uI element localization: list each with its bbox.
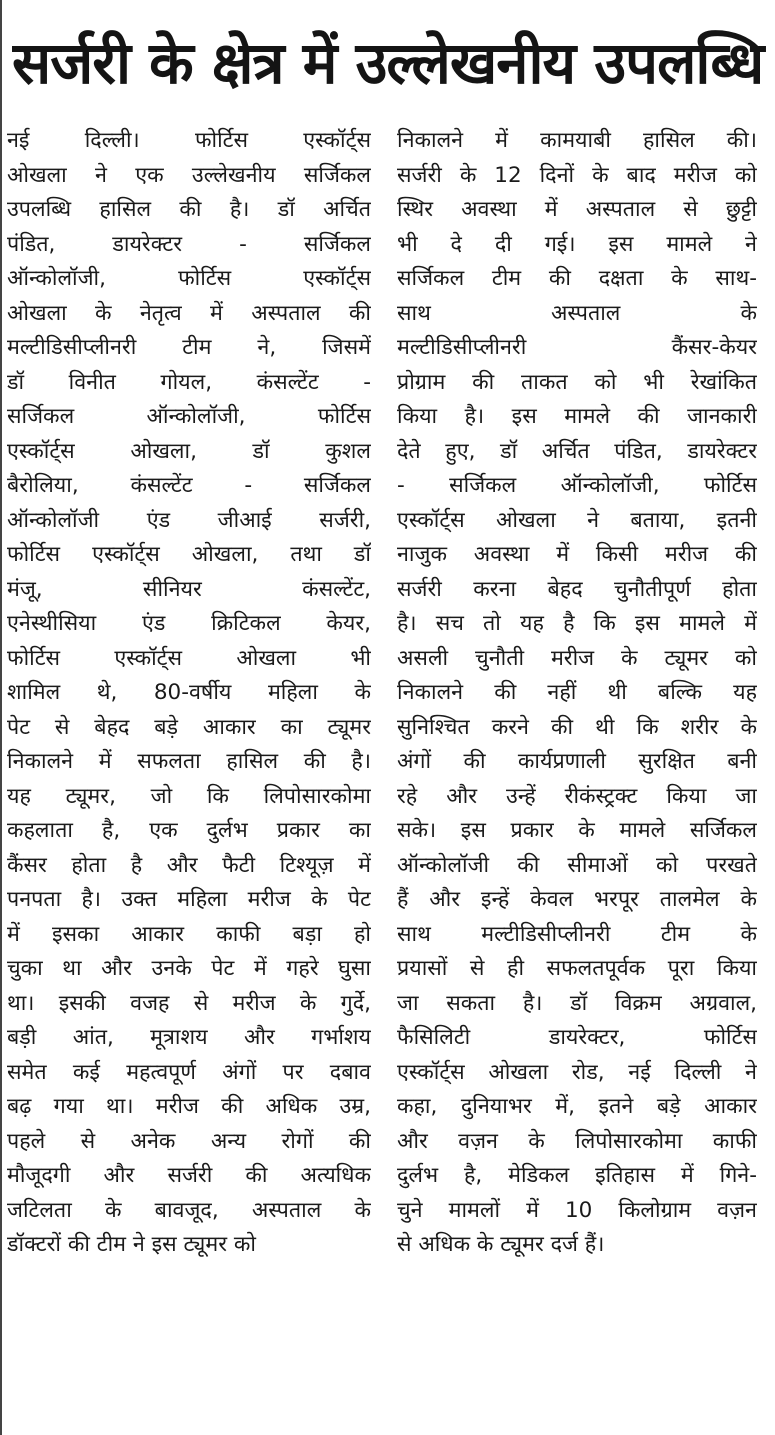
article-line: साथ मल्टीडिसीप्लीनरी टीम के [397, 921, 757, 947]
article-line: मंजू, सीनियर कंसल्टेंट, [7, 576, 371, 602]
article-line: साथ अस्पताल के [397, 300, 757, 326]
article-line: बैरोलिया, कंसल्टेंट - सर्जिकल [7, 473, 371, 498]
article-line: फोर्टिस एस्कॉर्ट्स ओखला भी [7, 645, 371, 671]
article-line: प्रोग्राम की ताकत को भी रेखांकित [397, 369, 757, 395]
article-line: मल्टीडिसीप्लीनरी कैंसर-केयर [397, 335, 757, 360]
article-line: कहलाता है, एक दुर्लभ प्रकार का [7, 818, 371, 843]
article-line: पेट से बेहद बड़े आकार का ट्यूमर [7, 714, 371, 740]
article-line: रहे और उन्हें रीकंस्ट्रक्ट किया जा [397, 783, 757, 809]
article-line: सर्जरी के 12 दिनों के बाद मरीज को [397, 162, 757, 188]
article-line: डॉ विनीत गोयल, कंसल्टेंट - [7, 369, 371, 395]
article-line: सर्जिकल ऑन्कोलॉजी, फोर्टिस [7, 404, 371, 429]
article-line: फोर्टिस एस्कॉर्ट्स ओखला, तथा डॉ [7, 542, 371, 567]
article-line: स्थिर अवस्था में अस्पताल से छुट्टी [397, 197, 757, 222]
article-line: हैं और इन्हें केवल भरपूर तालमेल के [397, 887, 757, 912]
article-line: देते हुए, डॉ अर्चित पंडित, डायरेक्टर [397, 438, 757, 464]
article-line: में इसका आकार काफी बड़ा हो [7, 921, 371, 947]
article-line: भी दे दी गई। इस मामले ने [397, 231, 757, 257]
article-line: उपलब्धि हासिल की है। डॉ अर्चित [7, 197, 371, 222]
article-line: एस्कॉर्ट्स ओखला, डॉ कुशल [7, 438, 371, 464]
article-line: सुनिश्चित करने की थी कि शरीर के [397, 714, 757, 740]
article-line: अंगों की कार्यप्रणाली सुरक्षित बनी [397, 749, 757, 774]
article-line: और वज़न के लिपोसारकोमा काफी [397, 1128, 757, 1154]
article-line: चुने मामलों में 10 किलोग्राम वज़न [397, 1197, 757, 1223]
article-line: कहा, दुनियाभर में, इतने बड़े आकार [397, 1094, 757, 1119]
article-line: डॉक्टरों की टीम ने इस ट्यूमर को [7, 1232, 256, 1257]
article-column-right [397, 124, 757, 1263]
article-line: पनपता है। उक्त महिला मरीज के पेट [7, 887, 371, 912]
article-line: जटिलता के बावजूद, अस्पताल के [7, 1197, 371, 1223]
article-line: सर्जिकल टीम की दक्षता के साथ- [397, 266, 757, 291]
article-line: एस्कॉर्ट्स ओखला रोड, नई दिल्ली ने [397, 1059, 757, 1085]
article-line: फैसिलिटी डायरेक्टर, फोर्टिस [397, 1025, 757, 1050]
article-line: ओखला के नेतृत्व में अस्पताल की [7, 300, 371, 326]
article-line: एस्कॉर्ट्स ओखला ने बताया, इतनी [397, 507, 757, 533]
article-line: से अधिक के ट्यूमर दर्ज हैं। [397, 1232, 605, 1257]
page-bottom-edge [2, 1422, 775, 1435]
article-line: निकालने में कामयाबी हासिल की। [397, 128, 757, 153]
article-line: पहले से अनेक अन्य रोगों की [7, 1128, 371, 1154]
article-line: बड़ी आंत, मूत्राशय और गर्भाशय [7, 1025, 371, 1050]
article-line: चुका था और उनके पेट में गहरे घुसा [7, 956, 371, 981]
article-line: शामिल थे, 80-वर्षीय महिला के [7, 680, 371, 705]
article-column-left [7, 124, 371, 1263]
article-line: कैंसर होता है और फैटी टिश्यूज़ में [7, 852, 371, 878]
article-line: ओखला ने एक उल्लेखनीय सर्जिकल [7, 162, 371, 188]
article-line: ऑन्कोलॉजी की सीमाओं को परखते [397, 852, 757, 878]
article-line: नई दिल्ली। फोर्टिस एस्कॉर्ट्स [7, 128, 371, 153]
article-line: किया है। इस मामले की जानकारी [397, 404, 757, 429]
article-line: यह ट्यूमर, जो कि लिपोसारकोमा [7, 783, 371, 809]
article-line: जा सकता है। डॉ विक्रम अग्रवाल, [397, 990, 757, 1016]
article-line: था। इसकी वजह से मरीज के गुर्दे, [7, 990, 371, 1016]
headline: सर्जरी के क्षेत्र में उल्लेखनीय उपलब्धि [12, 29, 764, 97]
article-line: प्रयासों से ही सफलतपूर्वक पूरा किया [397, 956, 757, 981]
article-line: नाजुक अवस्था में किसी मरीज की [397, 542, 757, 567]
article-line: सके। इस प्रकार के मामले सर्जिकल [397, 818, 757, 843]
article-line: सर्जरी करना बेहद चुनौतीपूर्ण होता [397, 576, 757, 602]
article-line: पंडित, डायरेक्टर - सर्जिकल [7, 231, 371, 257]
article-line: बढ़ गया था। मरीज की अधिक उम्र, [7, 1094, 371, 1119]
article-line: है। सच तो यह है कि इस मामले में [397, 611, 757, 636]
article-line: - सर्जिकल ऑन्कोलॉजी, फोर्टिस [397, 473, 757, 498]
article-line: दुर्लभ है, मेडिकल इतिहास में गिने- [397, 1163, 757, 1188]
article-line: निकालने में सफलता हासिल की है। [7, 749, 371, 774]
article-line: समेत कई महत्वपूर्ण अंगों पर दबाव [7, 1059, 371, 1085]
article-line: एनेस्थीसिया एंड क्रिटिकल केयर, [7, 611, 371, 636]
article-line: मल्टीडिसीप्लीनरी टीम ने, जिसमें [7, 335, 371, 360]
article-line: ऑन्कोलॉजी एंड जीआई सर्जरी, [7, 507, 371, 533]
article-line: ऑन्कोलॉजी, फोर्टिस एस्कॉर्ट्स [7, 266, 371, 291]
article-line: निकालने की नहीं थी बल्कि यह [397, 680, 757, 705]
article-line: असली चुनौती मरीज के ट्यूमर को [397, 645, 757, 671]
article-line: मौजूदगी और सर्जरी की अत्यधिक [7, 1163, 371, 1188]
